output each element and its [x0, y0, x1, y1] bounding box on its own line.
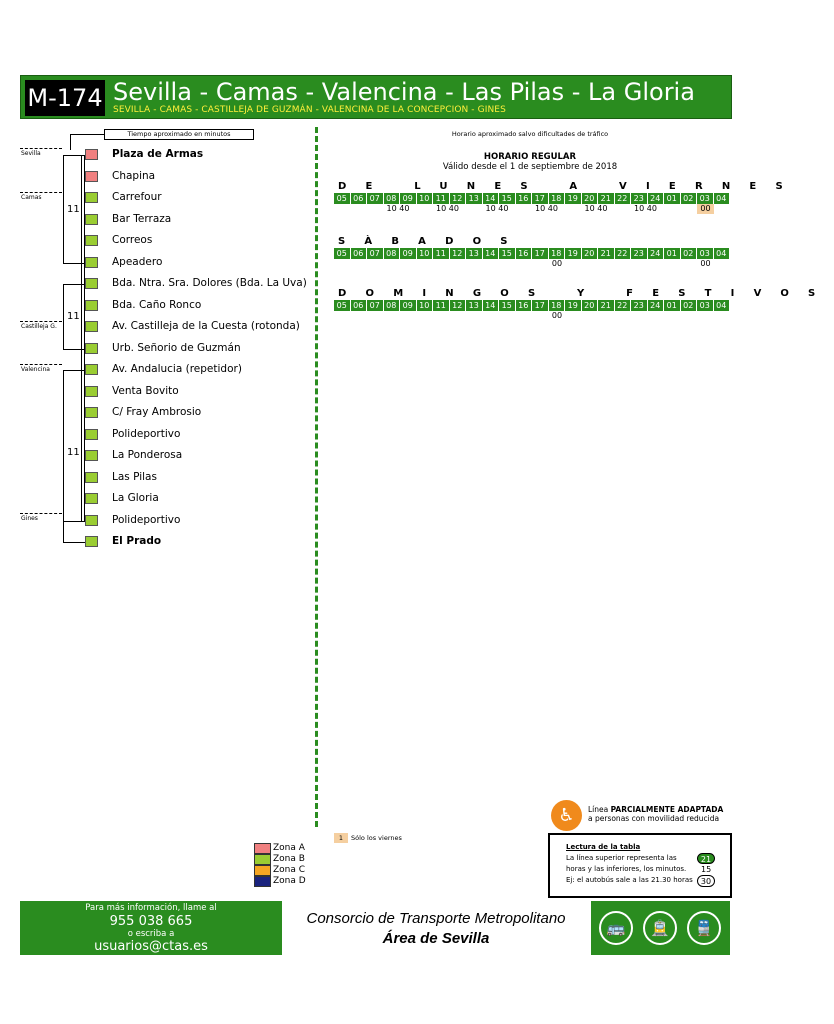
hour-cell: 06 [351, 248, 368, 259]
hour-cell: 17 [532, 300, 549, 311]
hour-cell: 18 [549, 248, 566, 259]
hour-cell: 15 [499, 300, 516, 311]
tram-icon: 🚊 [643, 911, 677, 945]
section-title: DE LUNES A VIERNES [338, 181, 802, 192]
stop-marker [85, 493, 98, 504]
stop-marker [85, 300, 98, 311]
hour-row [334, 300, 730, 311]
hour-cell: 06 [351, 193, 368, 204]
stop-marker [85, 257, 98, 268]
lectura-min-example-1: 15 [701, 865, 712, 874]
train-icon: 🚆 [687, 911, 721, 945]
hour-cell: 23 [631, 248, 648, 259]
hour-cell: 16 [516, 300, 533, 311]
hour-cell: 04 [714, 248, 731, 259]
traffic-note: Horario aproximado salvo dificultades de tráfico [451, 130, 609, 138]
lectura-line1: La línea superior representa las [566, 854, 677, 862]
hour-cell: 13 [466, 248, 483, 259]
hour-cell: 21 [598, 193, 615, 204]
hour-cell: 21 [598, 300, 615, 311]
wheelchair-icon: ♿ [551, 800, 582, 831]
travel-time: 11 [67, 311, 80, 322]
stop-name[interactable]: C/ Fray Ambrosio [112, 406, 202, 418]
stop-name[interactable]: El Prado [112, 535, 162, 547]
stop-name[interactable]: Correos [112, 234, 153, 246]
stop-name[interactable]: Venta Bovito [112, 384, 179, 397]
hour-cell: 01 [664, 300, 681, 311]
stop-name[interactable]: Bda. Caño Ronco [112, 298, 202, 311]
hour-cell: 18 [549, 300, 566, 311]
municipality-separator [20, 321, 62, 322]
hour-cell: 07 [367, 193, 384, 204]
section-title: DOMINGOS Y FESTIVOS [338, 288, 834, 299]
hour-cell: 11 [433, 248, 450, 259]
municipality-label: Valencina [21, 366, 50, 373]
hour-cell: 01 [664, 248, 681, 259]
stop-marker [85, 515, 98, 526]
segment-line [63, 284, 64, 349]
line-code: M-174 [25, 80, 105, 116]
hour-cell: 04 [714, 193, 731, 204]
stop-name[interactable]: Polideportivo [112, 513, 181, 526]
hour-cell: 16 [516, 193, 533, 204]
inner-line [84, 155, 85, 521]
zone-color-swatch [254, 854, 271, 865]
stop-marker [85, 192, 98, 203]
table-reading-box [548, 833, 732, 898]
municipality-separator [20, 364, 62, 365]
hour-cell: 01 [664, 193, 681, 204]
stop-marker [85, 235, 98, 246]
consorcio-area: Área de Sevilla [382, 930, 490, 947]
hour-cell: 21 [598, 248, 615, 259]
hour-cell: 11 [433, 193, 450, 204]
hour-cell: 22 [615, 300, 632, 311]
minute-cell: 10 40 [485, 204, 509, 213]
segment-line [63, 370, 64, 521]
travel-time: 11 [67, 447, 80, 458]
hour-cell: 10 [417, 300, 434, 311]
minute-row [334, 259, 734, 269]
hour-cell: 22 [615, 248, 632, 259]
lectura-title: Lectura de la tabla [566, 843, 641, 851]
minute-cell: 00 [697, 204, 714, 214]
hour-cell: 07 [367, 300, 384, 311]
stop-marker [85, 472, 98, 483]
hour-cell: 02 [681, 248, 698, 259]
hour-cell: 13 [466, 300, 483, 311]
regular-schedule-title: HORARIO REGULAR [483, 152, 577, 162]
minute-cell: 10 40 [436, 204, 459, 213]
tiempo-label: Tiempo aproximado en minutos [104, 129, 254, 140]
hour-cell: 20 [582, 248, 599, 259]
hour-cell: 20 [582, 300, 599, 311]
section-title: SÀBADOS [338, 236, 527, 247]
municipality-label: Camas [21, 194, 42, 201]
consorcio-name: Consorcio de Transporte Metropolitano [306, 910, 566, 927]
hour-cell: 14 [483, 248, 500, 259]
access-line2: a personas con movilidad reducida [588, 814, 720, 823]
access-prefix: Línea [588, 805, 609, 814]
stop-marker [85, 386, 98, 397]
hour-cell: 02 [681, 300, 698, 311]
segment-line [63, 542, 85, 543]
hour-cell: 03 [697, 300, 714, 311]
hour-cell: 03 [697, 248, 714, 259]
route-title: Sevilla - Camas - Valencina - Las Pilas - La Gloria [113, 78, 695, 106]
stop-name[interactable]: Urb. Señorio de Guzmán [112, 341, 241, 354]
hour-cell: 04 [714, 300, 731, 311]
minute-cell: 00 [700, 259, 711, 268]
connector-line [70, 134, 104, 135]
phone-number[interactable]: 955 038 665 [109, 914, 193, 929]
minute-cell: 10 40 [386, 204, 410, 213]
hour-cell: 11 [433, 300, 450, 311]
hour-cell: 19 [565, 248, 582, 259]
stop-name[interactable]: Polideportivo [112, 427, 181, 440]
minute-cell: 10 40 [584, 204, 608, 213]
hour-cell: 22 [615, 193, 632, 204]
valid-from: Válido desde el 1 de septiembre de 2018 [442, 162, 618, 172]
hour-cell: 17 [532, 193, 549, 204]
municipality-separator [20, 192, 62, 193]
zone-legend-item [254, 865, 324, 876]
stop-name[interactable]: Bar Terraza [112, 212, 172, 225]
hour-cell: 03 [697, 193, 714, 204]
stop-marker [85, 536, 98, 547]
stop-name[interactable]: Av. Andalucia (repetidor) [112, 363, 242, 375]
contact-info [20, 901, 282, 955]
access-bold: PARCIALMENTE ADAPTADA [610, 805, 724, 814]
segment-line [63, 155, 64, 263]
lectura-line3: Ej: el autobús sale a las 21.30 horas [566, 876, 693, 884]
hour-cell: 08 [384, 300, 401, 311]
hour-cell: 14 [483, 193, 500, 204]
municipality-label: Gines [21, 515, 38, 522]
minute-row [334, 311, 734, 321]
stop-marker [85, 450, 98, 461]
hour-cell: 12 [450, 193, 467, 204]
minute-cell: 10 40 [535, 204, 558, 213]
lectura-min-example-2: 30 [697, 875, 715, 887]
hour-row [334, 193, 730, 204]
municipality-separator [20, 148, 62, 149]
zone-label: Zona D [273, 876, 306, 886]
hour-cell: 05 [334, 300, 351, 311]
hour-cell: 05 [334, 193, 351, 204]
minute-cell: 10 40 [634, 204, 657, 213]
route-subtitle: SEVILLA - CAMAS - CASTILLEJA DE GUZMÁN - VALENCINA DE LA CONCEPCION - GINES [113, 105, 506, 115]
segment-line [63, 521, 64, 543]
hour-cell: 08 [384, 193, 401, 204]
friday-key-label: Sólo los viernes [351, 834, 402, 842]
info-line1: Para más información, llame al [85, 903, 217, 913]
hour-cell: 24 [648, 300, 665, 311]
hour-cell: 19 [565, 300, 582, 311]
hour-cell: 08 [384, 248, 401, 259]
stop-name[interactable]: Plaza de Armas [112, 148, 204, 160]
hour-cell: 02 [681, 193, 698, 204]
hour-cell: 12 [450, 300, 467, 311]
stop-marker [85, 321, 98, 332]
stop-name[interactable]: La Gloria [112, 492, 159, 504]
municipality-separator [20, 513, 62, 514]
hour-cell: 24 [648, 193, 665, 204]
stop-marker [85, 407, 98, 418]
stop-marker [85, 364, 98, 375]
hour-cell: 10 [417, 193, 434, 204]
route-header [20, 75, 732, 119]
municipality-label: Sevilla [21, 150, 41, 157]
segment-line [63, 521, 85, 522]
bus-icon: 🚌 [599, 911, 633, 945]
zone-label: Zona B [273, 854, 305, 864]
stop-name[interactable]: Apeadero [112, 255, 163, 268]
email-link[interactable]: usuarios@ctas.es [94, 939, 208, 954]
hour-cell: 06 [351, 300, 368, 311]
lectura-text [566, 853, 694, 886]
zone-legend-item [254, 876, 324, 887]
stop-name[interactable]: Bda. Ntra. Sra. Dolores (Bda. La Uva) [112, 277, 307, 289]
stop-marker [85, 171, 98, 182]
zone-label: Zona C [273, 865, 306, 875]
hour-cell: 10 [417, 248, 434, 259]
zone-label: Zona A [273, 843, 305, 853]
hour-cell: 24 [648, 248, 665, 259]
minute-cell: 00 [551, 311, 563, 320]
stop-marker [85, 278, 98, 289]
stop-marker [85, 214, 98, 225]
hour-cell: 23 [631, 300, 648, 311]
hour-cell: 07 [367, 248, 384, 259]
hour-cell: 13 [466, 193, 483, 204]
transport-icons [591, 901, 730, 955]
accessibility-note [588, 805, 723, 823]
stop-name[interactable]: La Ponderosa [112, 449, 183, 461]
minute-row [334, 204, 734, 214]
travel-time: 11 [67, 204, 80, 215]
column-divider [315, 127, 318, 827]
hour-cell: 15 [499, 193, 516, 204]
inner-line [81, 155, 82, 521]
stop-marker [85, 149, 98, 160]
minute-cell: 00 [551, 259, 563, 268]
stop-name[interactable]: Av. Castilleja de la Cuesta (rotonda) [112, 320, 300, 332]
hour-cell: 09 [400, 248, 417, 259]
stop-name[interactable]: Chapina [112, 169, 156, 182]
hour-cell: 15 [499, 248, 516, 259]
zone-legend-item [254, 854, 324, 865]
hour-cell: 05 [334, 248, 351, 259]
zone-legend [254, 843, 324, 887]
hour-cell: 14 [483, 300, 500, 311]
stop-name[interactable]: Las Pilas [112, 470, 157, 483]
lectura-hour-example: 21 [697, 853, 715, 864]
zone-color-swatch [254, 876, 271, 887]
hour-cell: 12 [450, 248, 467, 259]
hour-cell: 19 [565, 193, 582, 204]
hour-row [334, 248, 730, 259]
friday-key-marker: 1 [334, 833, 348, 843]
info-line2: o escriba a [127, 929, 175, 939]
hour-cell: 23 [631, 193, 648, 204]
zone-color-swatch [254, 843, 271, 854]
connector-line [70, 134, 71, 150]
hour-cell: 16 [516, 248, 533, 259]
hour-cell: 18 [549, 193, 566, 204]
zone-legend-item [254, 843, 324, 854]
hour-cell: 09 [400, 193, 417, 204]
zone-color-swatch [254, 865, 271, 876]
stop-marker [85, 343, 98, 354]
lectura-line2: horas y las inferiores, los minutos. [566, 865, 687, 873]
stop-marker [85, 429, 98, 440]
hour-cell: 20 [582, 193, 599, 204]
hour-cell: 09 [400, 300, 417, 311]
stop-name[interactable]: Carrefour [112, 191, 162, 203]
municipality-label: Castilleja G. [21, 323, 57, 330]
hour-cell: 17 [532, 248, 549, 259]
